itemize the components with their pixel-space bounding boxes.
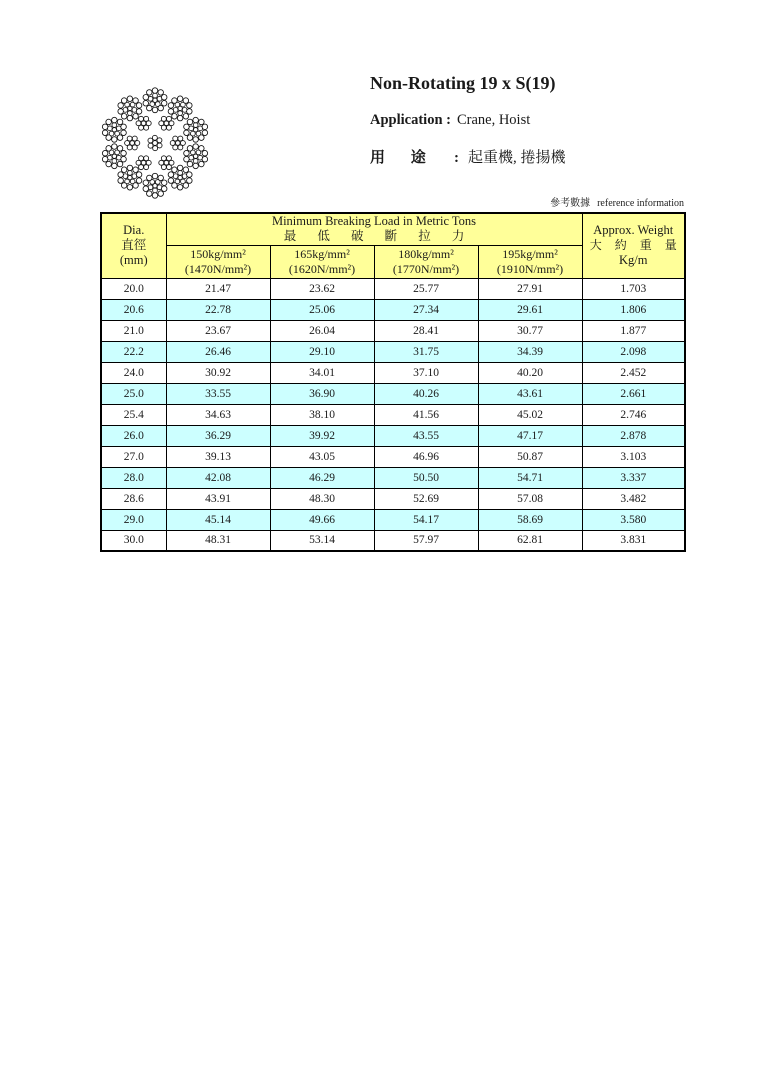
load-cell-180: 40.26	[374, 383, 478, 404]
wire-rope-cross-section-diagram	[98, 86, 212, 200]
diameter-header-unit: (mm)	[119, 253, 148, 268]
breaking-load-table	[100, 212, 686, 552]
load-cell-150: 21.47	[166, 278, 270, 299]
load-cell-180: 27.34	[374, 299, 478, 320]
weight-cell: 1.806	[582, 299, 685, 320]
weight-cell: 3.337	[582, 467, 685, 488]
weight-cell: 3.103	[582, 446, 685, 467]
column-header-grade-150	[166, 245, 270, 278]
load-cell-150: 30.92	[166, 362, 270, 383]
load-cell-180: 54.17	[374, 509, 478, 530]
load-cell-150: 26.46	[166, 341, 270, 362]
load-cell-165: 49.66	[270, 509, 374, 530]
weight-cell: 1.703	[582, 278, 685, 299]
load-cell-165: 43.05	[270, 446, 374, 467]
load-cell-195: 43.61	[478, 383, 582, 404]
table-header	[101, 213, 685, 278]
grade-195-strength: 195kg/mm²	[502, 246, 558, 261]
wire-rope-icon	[98, 86, 212, 200]
grade-150-strength: 150kg/mm²	[190, 246, 246, 261]
diameter-cell: 30.0	[101, 530, 166, 551]
weight-cell: 3.831	[582, 530, 685, 551]
page-title: Non-Rotating 19 x S(19)	[370, 73, 556, 93]
diameter-cell: 28.6	[101, 488, 166, 509]
load-cell-195: 40.20	[478, 362, 582, 383]
load-cell-180: 28.41	[374, 320, 478, 341]
load-cell-165: 46.29	[270, 467, 374, 488]
diameter-cell: 20.0	[101, 278, 166, 299]
application-line	[370, 112, 530, 129]
diameter-header-en: Dia.	[123, 223, 145, 238]
load-cell-195: 30.77	[478, 320, 582, 341]
grade-180-si: (1770N/mm²)	[392, 261, 460, 276]
grade-195-si: (1910N/mm²)	[496, 261, 564, 276]
weight-header-en: Approx. Weight	[593, 223, 674, 238]
table-row	[101, 320, 685, 341]
load-cell-195: 58.69	[478, 509, 582, 530]
load-cell-150: 45.14	[166, 509, 270, 530]
load-cell-180: 43.55	[374, 425, 478, 446]
reference-note-zh: 參考數據	[550, 198, 591, 209]
weight-cell: 3.482	[582, 488, 685, 509]
column-group-header-breaking-load	[166, 213, 582, 245]
load-cell-150: 23.67	[166, 320, 270, 341]
grade-165-strength: 165kg/mm²	[294, 246, 350, 261]
column-header-grade-165	[270, 245, 374, 278]
load-cell-195: 45.02	[478, 404, 582, 425]
weight-cell: 3.580	[582, 509, 685, 530]
breaking-load-header-zh: 最 低 破 斷 拉 力	[283, 229, 474, 244]
weight-cell: 2.878	[582, 425, 685, 446]
load-cell-180: 41.56	[374, 404, 478, 425]
load-cell-195: 54.71	[478, 467, 582, 488]
load-cell-195: 34.39	[478, 341, 582, 362]
table-body	[101, 278, 685, 551]
load-cell-180: 37.10	[374, 362, 478, 383]
load-cell-150: 39.13	[166, 446, 270, 467]
weight-cell: 2.098	[582, 341, 685, 362]
table-row	[101, 341, 685, 362]
diameter-cell: 27.0	[101, 446, 166, 467]
load-cell-180: 46.96	[374, 446, 478, 467]
load-cell-195: 50.87	[478, 446, 582, 467]
load-cell-150: 34.63	[166, 404, 270, 425]
load-cell-150: 43.91	[166, 488, 270, 509]
table-row	[101, 425, 685, 446]
diameter-cell: 22.2	[101, 341, 166, 362]
grade-180-strength: 180kg/mm²	[398, 246, 454, 261]
usage-colon: :	[454, 150, 459, 166]
table-row	[101, 488, 685, 509]
breaking-load-header-en: Minimum Breaking Load in Metric Tons	[271, 214, 477, 229]
table-row	[101, 362, 685, 383]
table-row	[101, 278, 685, 299]
load-cell-150: 22.78	[166, 299, 270, 320]
load-cell-195: 29.61	[478, 299, 582, 320]
load-cell-195: 57.08	[478, 488, 582, 509]
diameter-cell: 25.0	[101, 383, 166, 404]
diameter-cell: 26.0	[101, 425, 166, 446]
usage-label-zh: 用 途	[370, 150, 437, 166]
load-cell-165: 25.06	[270, 299, 374, 320]
table-row	[101, 299, 685, 320]
diameter-cell: 29.0	[101, 509, 166, 530]
table-row	[101, 509, 685, 530]
load-cell-150: 33.55	[166, 383, 270, 404]
table-row	[101, 446, 685, 467]
load-cell-150: 36.29	[166, 425, 270, 446]
grade-165-si: (1620N/mm²)	[288, 261, 356, 276]
load-cell-165: 34.01	[270, 362, 374, 383]
load-cell-165: 39.92	[270, 425, 374, 446]
column-header-grade-180	[374, 245, 478, 278]
table-row	[101, 383, 685, 404]
weight-cell: 2.452	[582, 362, 685, 383]
weight-cell: 2.746	[582, 404, 685, 425]
diameter-cell: 28.0	[101, 467, 166, 488]
column-header-grade-195	[478, 245, 582, 278]
load-cell-150: 48.31	[166, 530, 270, 551]
load-cell-165: 26.04	[270, 320, 374, 341]
table-row	[101, 467, 685, 488]
reference-note-en: reference information	[597, 198, 684, 209]
load-cell-165: 36.90	[270, 383, 374, 404]
weight-header-unit: Kg/m	[619, 253, 648, 268]
column-header-weight	[582, 213, 685, 278]
application-value: Crane, Hoist	[456, 112, 531, 128]
load-cell-180: 50.50	[374, 467, 478, 488]
weight-header-zh: 大 約 重 量	[589, 238, 682, 253]
load-cell-180: 25.77	[374, 278, 478, 299]
load-cell-165: 48.30	[270, 488, 374, 509]
table-row	[101, 530, 685, 551]
weight-cell: 1.877	[582, 320, 685, 341]
load-cell-195: 62.81	[478, 530, 582, 551]
diameter-cell: 20.6	[101, 299, 166, 320]
application-label: Application :	[370, 112, 451, 128]
load-cell-180: 31.75	[374, 341, 478, 362]
load-cell-195: 47.17	[478, 425, 582, 446]
load-cell-150: 42.08	[166, 467, 270, 488]
load-cell-180: 57.97	[374, 530, 478, 551]
reference-note	[550, 194, 684, 209]
load-cell-165: 38.10	[270, 404, 374, 425]
load-cell-165: 53.14	[270, 530, 374, 551]
load-cell-180: 52.69	[374, 488, 478, 509]
diameter-cell: 24.0	[101, 362, 166, 383]
table-row	[101, 404, 685, 425]
diameter-cell: 25.4	[101, 404, 166, 425]
diameter-cell: 21.0	[101, 320, 166, 341]
usage-value-zh: 起重機, 捲揚機	[468, 150, 566, 166]
column-header-diameter	[101, 213, 166, 278]
weight-cell: 2.661	[582, 383, 685, 404]
diameter-header-zh: 直徑	[121, 238, 147, 253]
load-cell-165: 23.62	[270, 278, 374, 299]
load-cell-165: 29.10	[270, 341, 374, 362]
grade-150-si: (1470N/mm²)	[184, 261, 252, 276]
usage-line-zh	[370, 146, 566, 167]
load-cell-195: 27.91	[478, 278, 582, 299]
